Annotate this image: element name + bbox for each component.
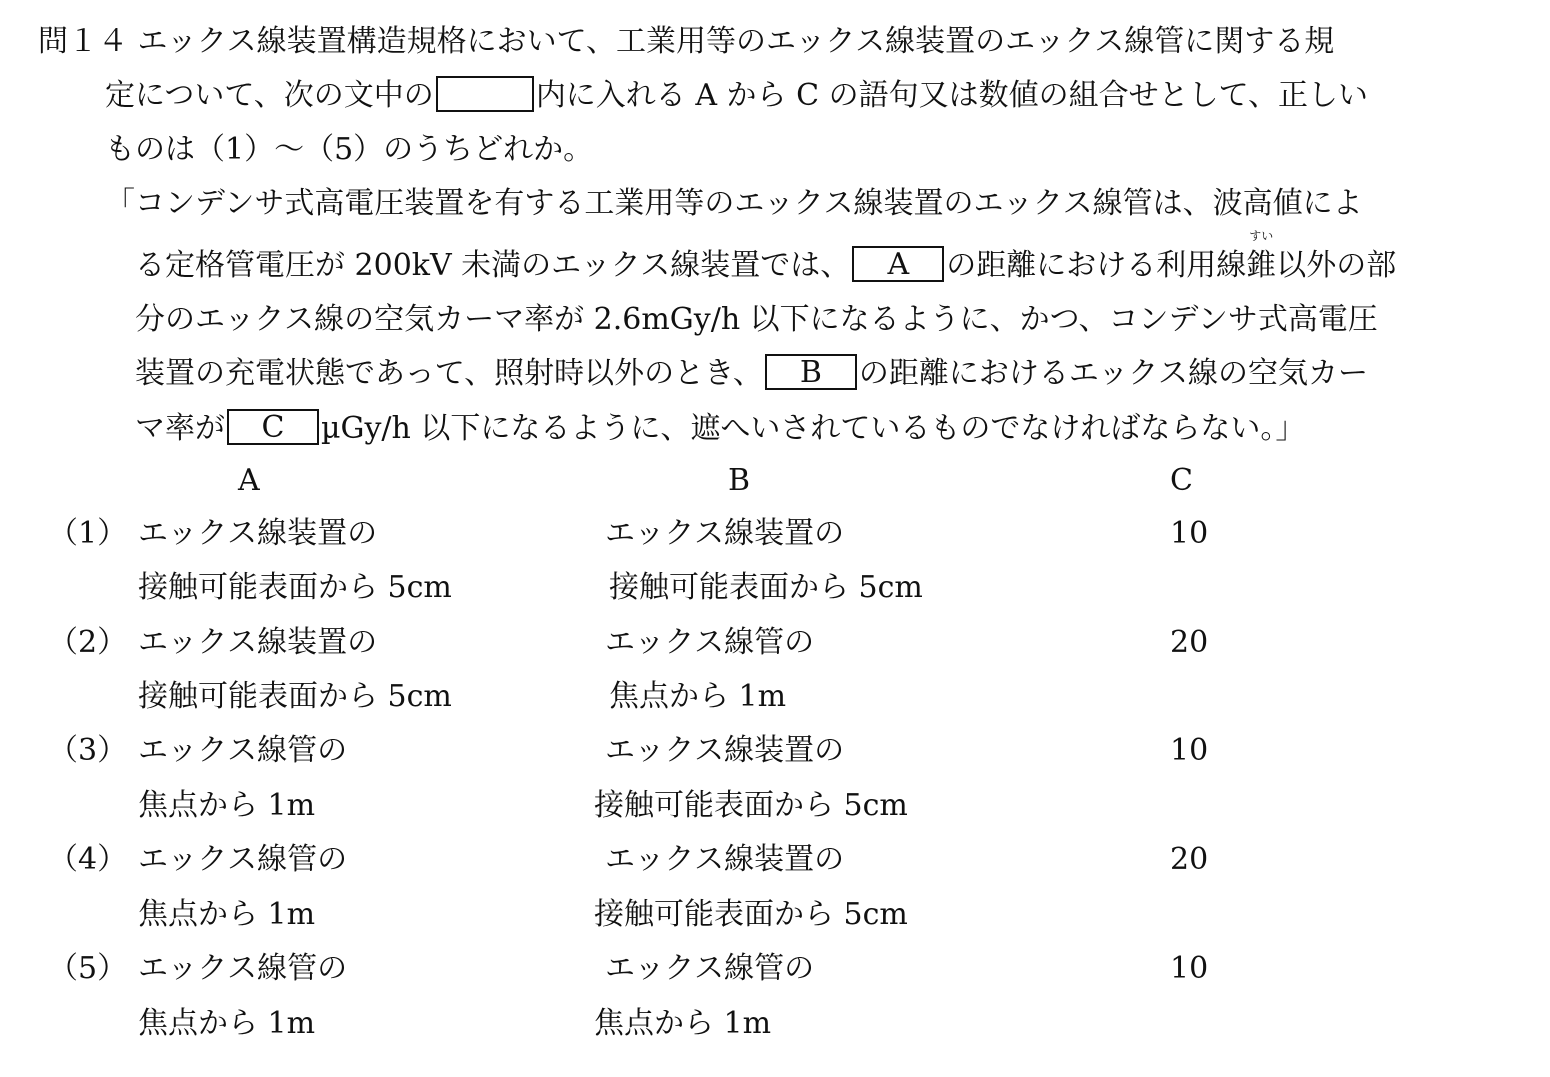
option-2-number: （2） bbox=[48, 625, 128, 660]
option-3-c: 10 bbox=[1170, 733, 1209, 768]
blank-a: A bbox=[852, 246, 944, 282]
option-5-c: 10 bbox=[1170, 951, 1209, 986]
question-line-1 bbox=[38, 22, 1334, 62]
option-2-b-line2: 焦点から 1m bbox=[609, 679, 787, 714]
option-1-b-line1: エックス線装置の bbox=[605, 516, 845, 551]
option-1-b-line2: 接触可能表面から 5cm bbox=[609, 570, 923, 605]
passage-line-5: マ率が C µGy/h 以下になるように、遮へいされているものでなければならない。」 bbox=[135, 410, 1306, 446]
option-5-number: （5） bbox=[48, 951, 128, 986]
option-3-a-line1: エックス線管の bbox=[138, 733, 348, 768]
blank-b: B bbox=[765, 354, 857, 390]
column-header-b: B bbox=[728, 463, 751, 498]
ruby-annotation: 錐 すい bbox=[1246, 229, 1277, 283]
column-header-a: A bbox=[238, 463, 260, 498]
passage-line-2: る定格管電圧が 200kV 未満のエックス線装置では、 A の距離における利用線錐 すい 以外の部 bbox=[135, 246, 1396, 286]
option-4-c: 20 bbox=[1170, 842, 1209, 877]
question-line-2: 定について、次の文中の 内に入れる A から C の語句又は数値の組合せとして、正しい bbox=[105, 78, 1368, 113]
option-1-c: 10 bbox=[1170, 516, 1209, 551]
option-1-number: （1） bbox=[48, 516, 128, 551]
option-2-a-line1: エックス線装置の bbox=[138, 625, 378, 660]
passage-line-3: 分のエックス線の空気カーマ率が 2.6mGy/h 以下になるように、かつ、コンデンサ式高電圧 bbox=[135, 302, 1378, 337]
passage-line-4: 装置の充電状態であって、照射時以外のとき、 B の距離におけるエックス線の空気カー bbox=[135, 355, 1369, 391]
option-1-a-line1: エックス線装置の bbox=[138, 516, 378, 551]
column-header-c: C bbox=[1170, 463, 1193, 498]
option-4-a-line1: エックス線管の bbox=[138, 842, 348, 877]
option-4-b-line1: エックス線装置の bbox=[605, 842, 845, 877]
option-3-b-line1: エックス線装置の bbox=[605, 733, 845, 768]
option-2-b-line1: エックス線管の bbox=[605, 625, 815, 660]
option-3-number: （3） bbox=[48, 733, 128, 768]
option-4-b-line2: 接触可能表面から 5cm bbox=[594, 897, 908, 932]
blank-c: C bbox=[227, 409, 319, 445]
option-3-a-line2: 焦点から 1m bbox=[138, 788, 316, 823]
option-4-a-line2: 焦点から 1m bbox=[138, 897, 316, 932]
option-1-a-line2: 接触可能表面から 5cm bbox=[138, 570, 452, 605]
option-3-b-line2: 接触可能表面から 5cm bbox=[594, 788, 908, 823]
option-2-a-line2: 接触可能表面から 5cm bbox=[138, 679, 452, 714]
option-5-b-line1: エックス線管の bbox=[605, 951, 815, 986]
passage-line-1: 「コンデンサ式高電圧装置を有する工業用等のエックス線装置のエックス線管は、波高値によ bbox=[105, 186, 1363, 221]
question-line-3: ものは（1）～（5）のうちどれか。 bbox=[105, 132, 594, 167]
question-title: 問１４ エックス線装置構造規格において、工業用等のエックス線装置のエックス線管に関する規 bbox=[38, 24, 1335, 59]
option-2-c: 20 bbox=[1170, 625, 1209, 660]
option-5-a-line2: 焦点から 1m bbox=[138, 1006, 316, 1041]
option-5-a-line1: エックス線管の bbox=[138, 951, 348, 986]
option-4-number: （4） bbox=[48, 842, 128, 877]
option-5-b-line2: 焦点から 1m bbox=[594, 1006, 772, 1041]
blank-box-example bbox=[436, 76, 534, 112]
